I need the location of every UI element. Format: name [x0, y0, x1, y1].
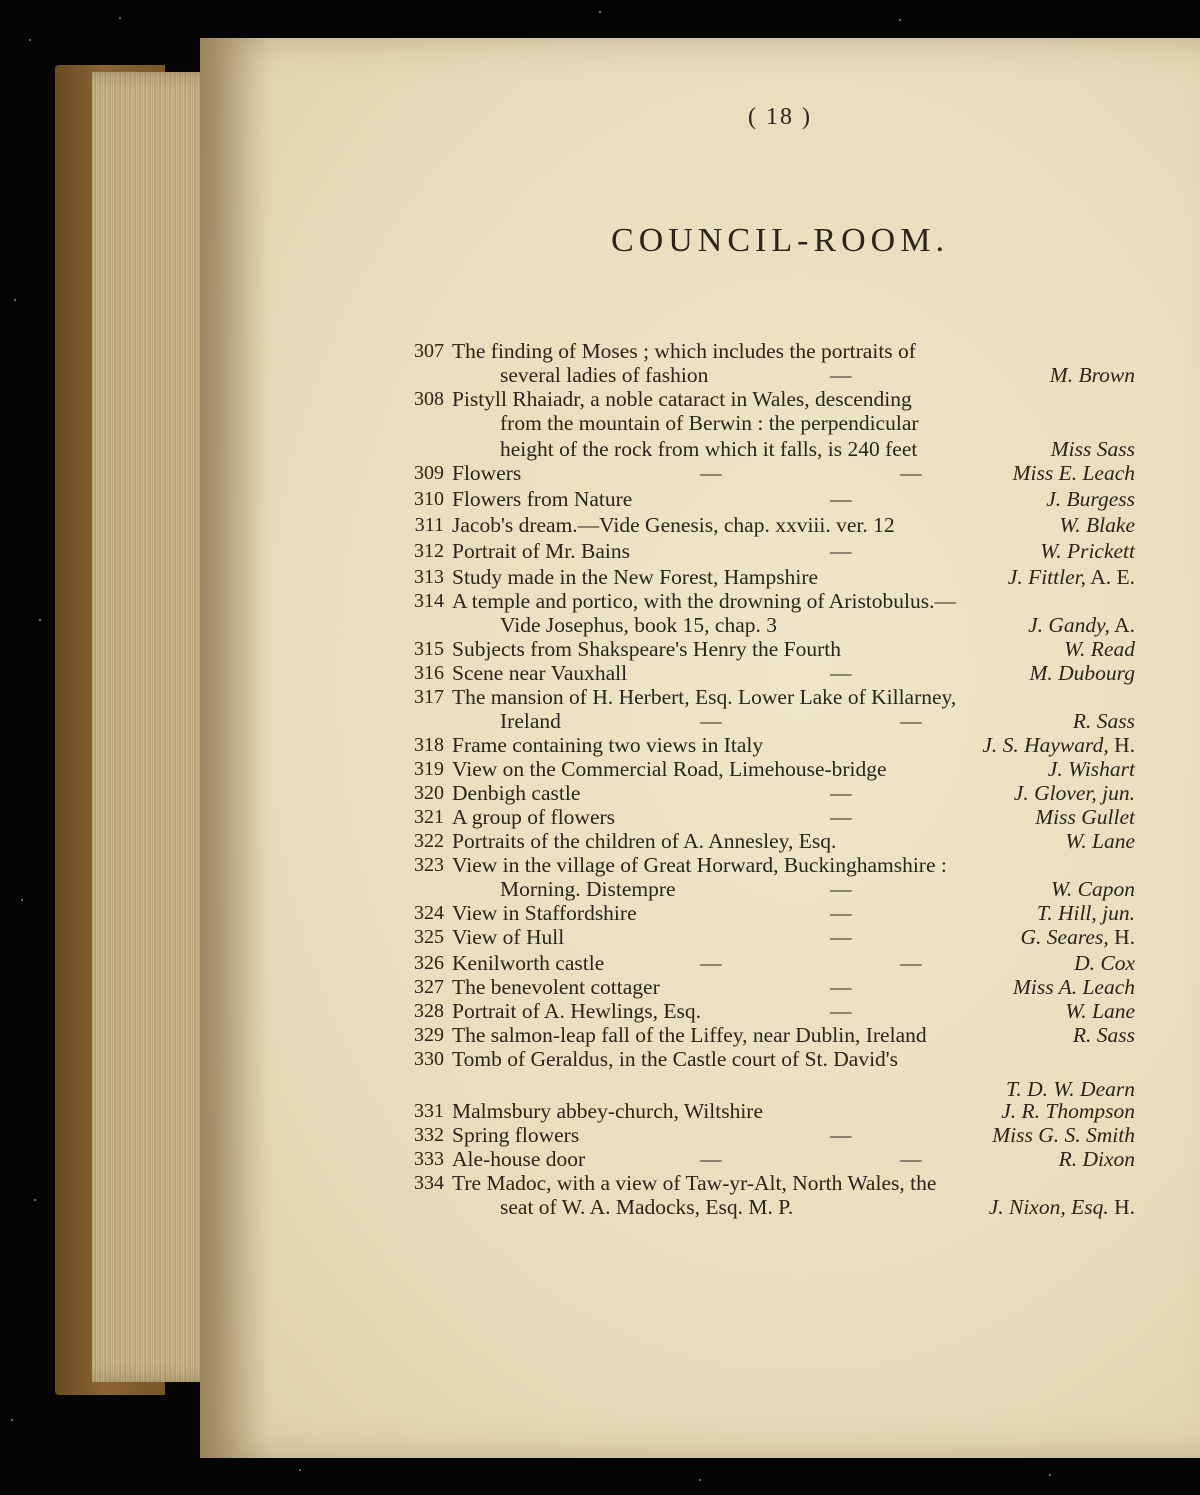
entry-number: 327 [414, 976, 444, 998]
entry-artist: T. D. W. Dearn [1005, 1077, 1135, 1101]
page-title: COUNCIL-ROOM. [611, 222, 949, 259]
entry-number: 332 [414, 1124, 444, 1146]
entry-title: The finding of Moses ; which includes the portraits of [452, 339, 916, 363]
entry-title: Jacob's dream.—Vide Genesis, chap. xxviii. ver. 12 [452, 513, 895, 537]
entry-title: Frame containing two views in Italy [452, 733, 764, 757]
entry-artist: G. Seares, H. [1020, 925, 1135, 949]
entry-dash: — [830, 925, 852, 949]
catalogue-entry [400, 564, 1135, 590]
entry-artist: W. Prickett [1040, 539, 1135, 563]
catalogue-entry [400, 828, 1135, 854]
catalogue-entry [400, 804, 1135, 830]
entry-title: The mansion of H. Herbert, Esq. Lower Lake of Killarney, [452, 685, 957, 709]
entry-title: several ladies of fashion [500, 363, 709, 387]
entry-dash: — [830, 901, 852, 925]
catalogue-entry [400, 588, 1135, 614]
entry-number: 313 [414, 566, 444, 588]
entry-number: 331 [414, 1100, 444, 1122]
catalogue-entry [400, 612, 1135, 638]
entry-title: from the mountain of Berwin : the perpendicular [500, 411, 919, 435]
entry-number: 316 [414, 662, 444, 684]
entry-number: 322 [414, 830, 444, 852]
entry-dash: — [900, 951, 922, 975]
entry-dash: — [830, 539, 852, 563]
entry-artist: J. Wishart [1047, 757, 1135, 781]
entry-artist: J. Gandy, A. [1028, 613, 1135, 637]
entry-title: Vide Josephus, book 15, chap. 3 [500, 613, 777, 637]
entry-number: 318 [414, 734, 444, 756]
entry-dash: — [900, 461, 922, 485]
catalogue-entry [400, 460, 1135, 486]
catalogue-entry [400, 1022, 1135, 1048]
entry-artist: J. Glover, jun. [1013, 781, 1135, 805]
entry-artist: J. Nixon, Esq. H. [988, 1195, 1135, 1219]
entry-title: Subjects from Shakspeare's Henry the Fourth [452, 637, 842, 661]
academy-suffix: H. [1108, 733, 1135, 757]
entry-dash: — [830, 877, 852, 901]
entry-dash: — [830, 487, 852, 511]
entry-title: View on the Commercial Road, Limehouse-bridge [452, 757, 887, 781]
entry-title: Flowers [452, 461, 522, 485]
catalogue-entry [400, 1046, 1135, 1072]
academy-suffix: H. [1108, 1195, 1135, 1219]
entry-title: Scene near Vauxhall [452, 661, 628, 685]
catalogue-entry [400, 684, 1135, 710]
entry-title: Spring flowers [452, 1123, 580, 1147]
catalogue-entry [400, 512, 1135, 538]
catalogue-entry [400, 486, 1135, 512]
entry-number: 317 [414, 686, 444, 708]
entry-dash: — [700, 461, 722, 485]
entry-artist: J. S. Hayward, H. [982, 733, 1135, 757]
catalogue-entry [400, 732, 1135, 758]
entry-artist: W. Capon [1050, 877, 1135, 901]
entry-artist: T. Hill, jun. [1036, 901, 1135, 925]
catalogue-entry [400, 998, 1135, 1024]
entry-title: Denbigh castle [452, 781, 581, 805]
catalogue-entry [400, 362, 1135, 388]
entry-title: Portraits of the children of A. Annesley, Esq. [452, 829, 837, 853]
entry-title: Malmsbury abbey-church, Wiltshire [452, 1099, 764, 1123]
entry-artist: J. Fittler, A. E. [1007, 565, 1135, 589]
catalogue-entry [400, 538, 1135, 564]
catalogue-entry [400, 338, 1135, 364]
entry-artist: R. Sass [1072, 709, 1135, 733]
catalogue-entry [400, 1122, 1135, 1148]
entry-number: 311 [414, 514, 444, 536]
catalogue-entry [400, 410, 1135, 436]
entry-dash: — [700, 951, 722, 975]
entry-dash: — [830, 781, 852, 805]
entry-dash: — [830, 1123, 852, 1147]
catalogue-entry [400, 1146, 1135, 1172]
entry-title: View in Staffordshire [452, 901, 637, 925]
academy-suffix: H. [1108, 925, 1135, 949]
entry-number: 328 [414, 1000, 444, 1022]
catalogue-entry [400, 1170, 1135, 1196]
catalogue-entry [400, 924, 1135, 950]
entry-title: Pistyll Rhaiadr, a noble cataract in Wales, descending [452, 387, 912, 411]
entry-number: 330 [414, 1048, 444, 1070]
catalogue-entry [400, 756, 1135, 782]
entry-artist: W. Lane [1065, 829, 1135, 853]
catalogue-entry [400, 876, 1135, 902]
entry-artist: R. Sass [1072, 1023, 1135, 1047]
entry-number: 312 [414, 540, 444, 562]
entry-artist: R. Dixon [1058, 1147, 1135, 1171]
entry-number: 323 [414, 854, 444, 876]
catalogue-entry [400, 708, 1135, 734]
entry-artist: Miss G. S. Smith [992, 1123, 1135, 1147]
entry-title: View in the village of Great Horward, Buckinghamshire : [452, 853, 947, 877]
catalogue-entry [400, 386, 1135, 412]
entry-title: Ale-house door [452, 1147, 586, 1171]
entry-artist: W. Lane [1065, 999, 1135, 1023]
entry-dash: — [700, 709, 722, 733]
entry-number: 333 [414, 1148, 444, 1170]
catalogue-entry [400, 974, 1135, 1000]
entry-title: View of Hull [452, 925, 565, 949]
entry-number: 314 [414, 590, 444, 612]
catalogue-entry [400, 1194, 1135, 1220]
entry-artist: J. Burgess [1046, 487, 1135, 511]
catalogue-entry [400, 852, 1135, 878]
entry-title: Portrait of Mr. Bains [452, 539, 630, 563]
entry-title: Tomb of Geraldus, in the Castle court of St. David's [452, 1047, 899, 1071]
entry-dash: — [830, 999, 852, 1023]
entry-title: A temple and portico, with the drowning of Aristobulus.— [452, 589, 957, 613]
entry-title: height of the rock from which it falls, is 240 feet [500, 437, 918, 461]
entry-number: 326 [414, 952, 444, 974]
catalogue-entry [400, 660, 1135, 686]
academy-suffix: A. [1109, 613, 1135, 637]
entry-number: 334 [414, 1172, 444, 1194]
catalogue-entry [400, 1098, 1135, 1124]
entry-artist: Miss Gullet [1035, 805, 1135, 829]
catalogue-entry [400, 950, 1135, 976]
entry-number: 308 [414, 388, 444, 410]
entry-dash: — [700, 1147, 722, 1171]
catalogue-entry [400, 636, 1135, 662]
entry-title: Tre Madoc, with a view of Taw-yr-Alt, North Wales, the [452, 1171, 937, 1195]
entry-artist: W. Blake [1059, 513, 1135, 537]
entry-title: Flowers from Nature [452, 487, 633, 511]
entry-title: The salmon-leap fall of the Liffey, near Dublin, Ireland [452, 1023, 927, 1047]
entry-artist: J. R. Thompson [1001, 1099, 1135, 1123]
entry-number: 307 [414, 340, 444, 362]
entry-title: Study made in the New Forest, Hampshire [452, 565, 819, 589]
entry-number: 310 [414, 488, 444, 510]
entry-artist: Miss A. Leach [1012, 975, 1135, 999]
entry-dash: — [830, 975, 852, 999]
entry-dash: — [900, 1147, 922, 1171]
entry-number: 320 [414, 782, 444, 804]
entry-title: The benevolent cottager [452, 975, 660, 999]
catalogue-entry [400, 436, 1135, 462]
entry-artist: W. Read [1064, 637, 1135, 661]
entry-artist: M. Dubourg [1029, 661, 1135, 685]
entry-dash: — [830, 661, 852, 685]
entry-title: A group of flowers [452, 805, 616, 829]
entry-number: 324 [414, 902, 444, 924]
entry-title: Morning. Distempre [500, 877, 676, 901]
entry-dash: — [830, 363, 852, 387]
entry-title: Kenilworth castle [452, 951, 605, 975]
entry-artist: Miss Sass [1050, 437, 1135, 461]
academy-suffix: A. E. [1086, 565, 1135, 589]
entry-dash: — [830, 805, 852, 829]
entry-number: 325 [414, 926, 444, 948]
entry-number: 329 [414, 1024, 444, 1046]
entry-number: 321 [414, 806, 444, 828]
entry-number: 309 [414, 462, 444, 484]
entry-dash: — [900, 709, 922, 733]
entry-title: Portrait of A. Hewlings, Esq. [452, 999, 702, 1023]
entry-number: 315 [414, 638, 444, 660]
catalogue-entry [400, 900, 1135, 926]
entry-number: 319 [414, 758, 444, 780]
page-number: ( 18 ) [748, 104, 812, 130]
catalogue-entry [400, 780, 1135, 806]
entry-artist: D. Cox [1074, 951, 1135, 975]
entry-title: Ireland [500, 709, 561, 733]
entry-artist: Miss E. Leach [1012, 461, 1135, 485]
entry-title: seat of W. A. Madocks, Esq. M. P. [500, 1195, 794, 1219]
entry-artist: M. Brown [1049, 363, 1135, 387]
